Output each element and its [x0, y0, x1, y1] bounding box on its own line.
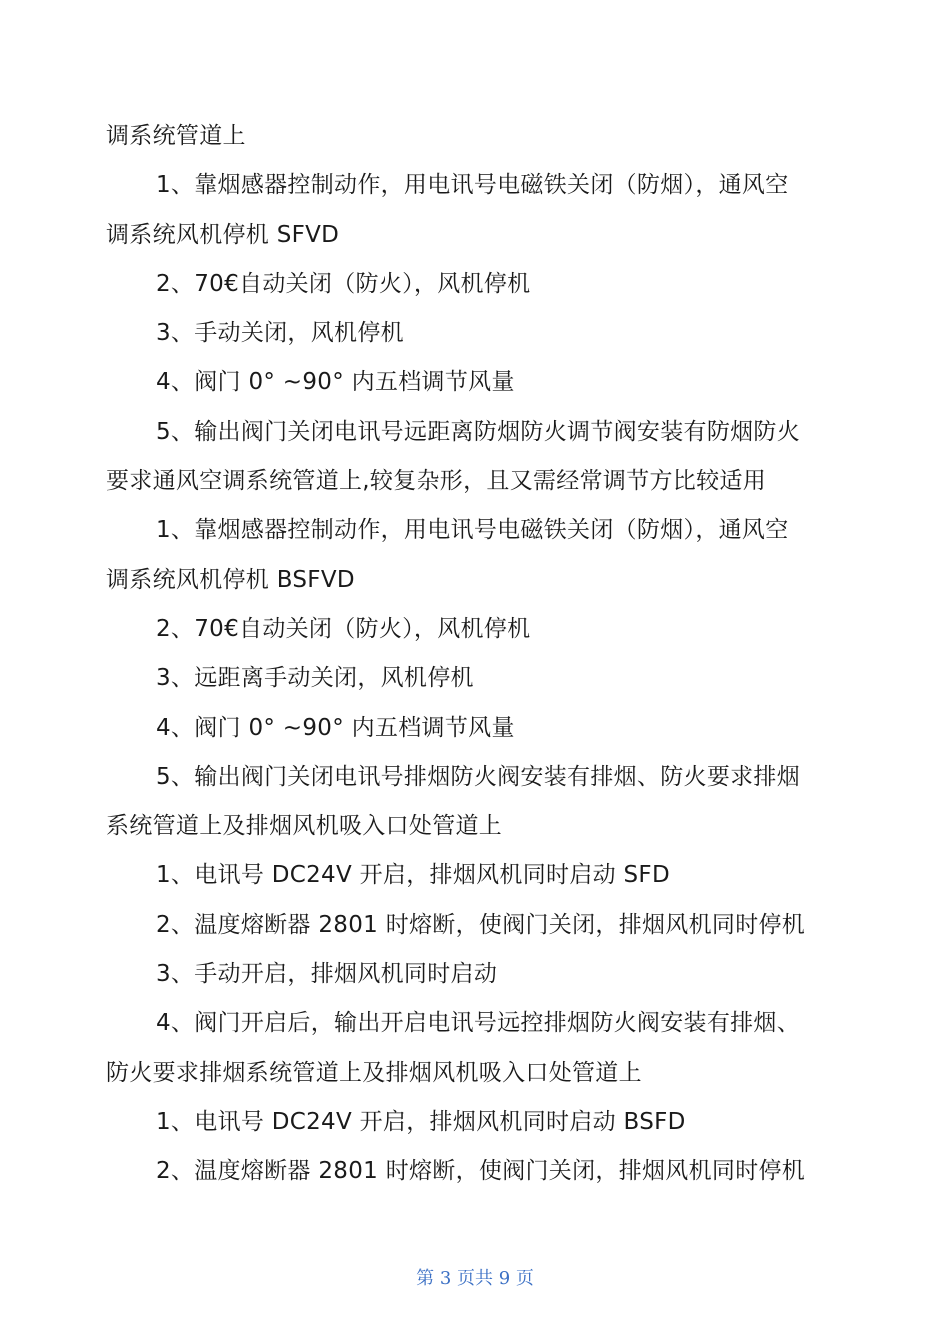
paragraph-line: 1、靠烟感器控制动作，用电讯号电磁铁关闭（防烟），通风空 — [156, 517, 789, 544]
paragraph-line: 4、阀门 0° ~90° 内五档调节风量 — [156, 714, 515, 741]
paragraph-line: 4、阀门 0° ~90° 内五档调节风量 — [156, 369, 515, 396]
paragraph-line: 系统管道上及排烟风机吸入口处管道上 — [106, 813, 503, 840]
paragraph-line: 防火要求排烟系统管道上及排烟风机吸入口处管道上 — [106, 1059, 642, 1086]
paragraph-line: 调系统风机停机 SFVD — [106, 221, 340, 248]
paragraph-line: 5、输出阀门关闭电讯号远距离防烟防火调节阀安装有防烟防火 — [156, 418, 801, 445]
paragraph-line: 2、温度熔断器 2801 时熔断，使阀门关闭，排烟风机同时停机 — [156, 911, 806, 938]
paragraph-line: 1、靠烟感器控制动作，用电讯号电磁铁关闭（防烟），通风空 — [156, 172, 789, 199]
paragraph-line: 3、手动关闭，风机停机 — [156, 320, 404, 347]
page-number-footer: 第 3 页共 9 页 — [416, 1268, 534, 1289]
paragraph-line: 2、70€自动关闭（防火），风机停机 — [156, 270, 531, 297]
paragraph-line: 要求通风空调系统管道上,较复杂形，且又需经常调节方比较适用 — [106, 468, 767, 495]
paragraph-line: 1、电讯号 DC24V 开启，排烟风机同时启动 BSFD — [156, 1108, 686, 1135]
paragraph-line: 3、手动开启，排烟风机同时启动 — [156, 961, 498, 988]
document-body — [106, 112, 842, 1197]
paragraph-line: 调系统管道上 — [106, 123, 246, 149]
paragraph-line: 3、远距离手动关闭，风机停机 — [156, 665, 474, 692]
paragraph-line: 2、温度熔断器 2801 时熔断，使阀门关闭，排烟风机同时停机 — [156, 1158, 806, 1185]
paragraph-line: 1、电讯号 DC24V 开启，排烟风机同时启动 SFD — [156, 862, 670, 889]
paragraph-line: 2、70€自动关闭（防火），风机停机 — [156, 615, 531, 642]
paragraph-line: 5、输出阀门关闭电讯号排烟防火阀安装有排烟、防火要求排烟 — [156, 763, 801, 790]
paragraph-line: 调系统风机停机 BSFVD — [106, 566, 355, 593]
paragraph-line: 4、阀门开启后，输出开启电讯号远控排烟防火阀安装有排烟、 — [156, 1010, 801, 1037]
